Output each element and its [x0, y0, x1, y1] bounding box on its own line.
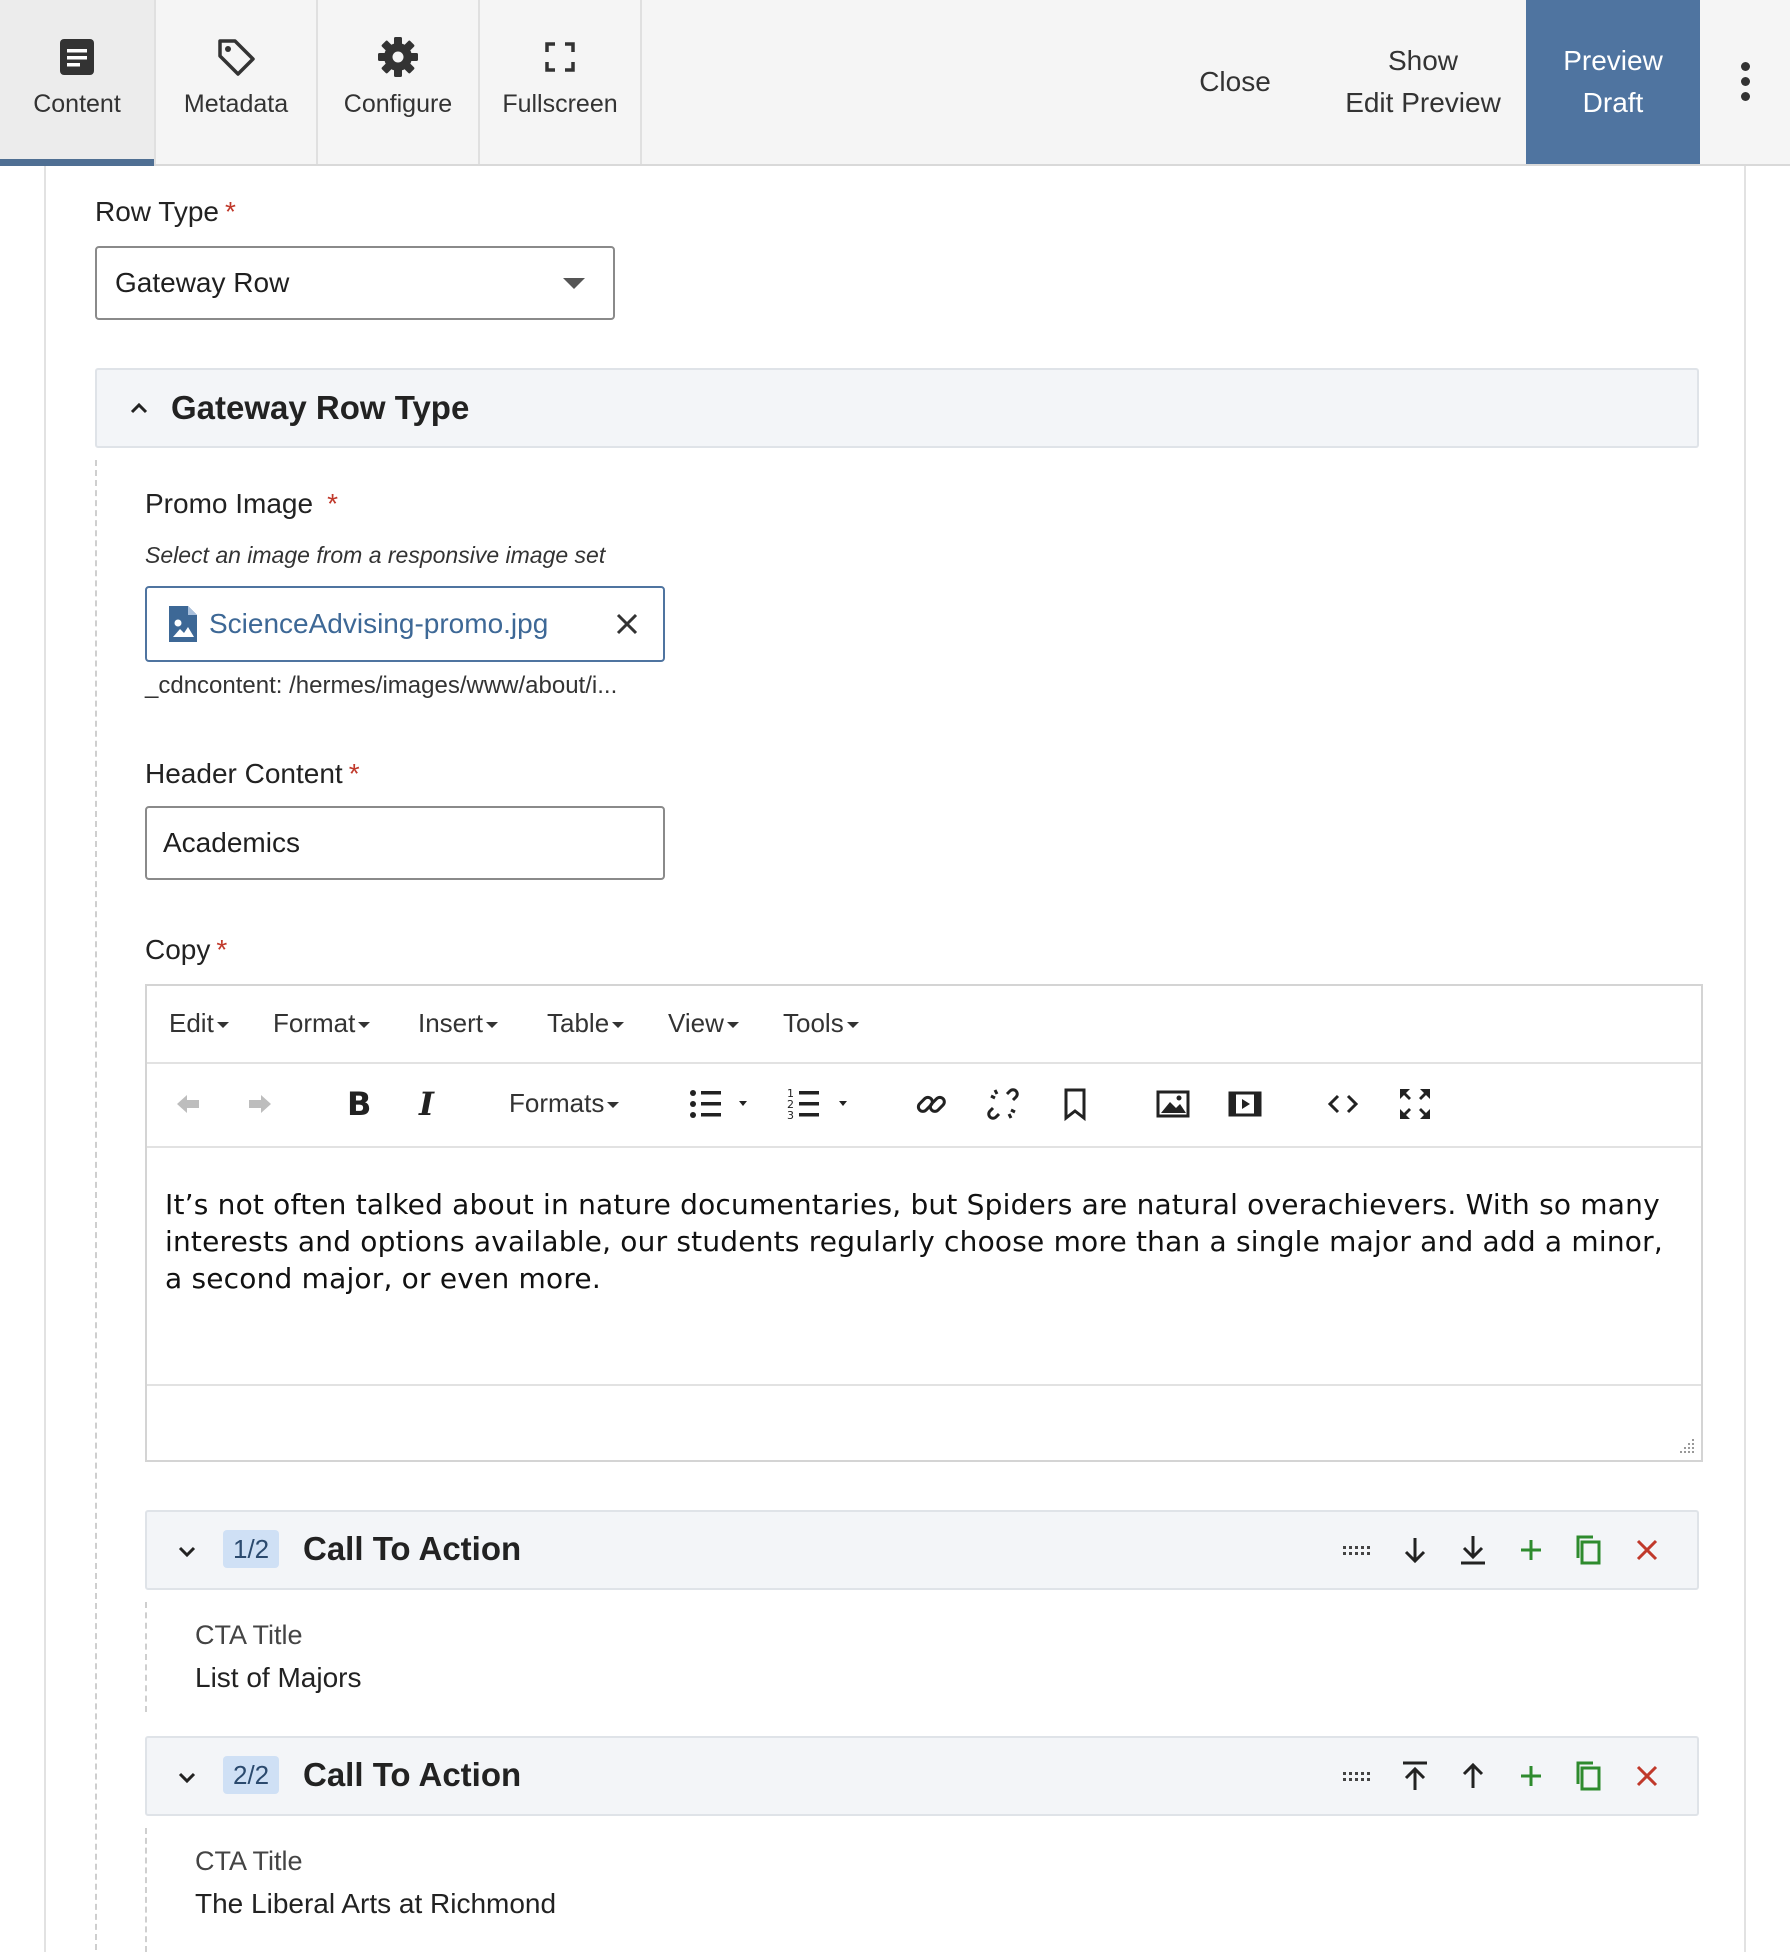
header-content-input[interactable] — [145, 806, 665, 880]
promo-image-help: Select an image from a responsive image set — [145, 542, 606, 568]
cta-title: Call To Action — [303, 1530, 522, 1567]
add-icon[interactable] — [1513, 1758, 1549, 1794]
image-file-icon — [167, 604, 199, 644]
editor-menubar — [147, 986, 1701, 1064]
cta-title-value: The Liberal Arts at Richmond — [195, 1888, 557, 1919]
cta-title-label: CTA Title — [195, 1846, 303, 1876]
close-icon[interactable] — [613, 610, 641, 638]
required-marker: * — [225, 196, 236, 227]
cta-row-header-1[interactable] — [145, 1510, 1699, 1590]
row-type-select[interactable] — [95, 246, 615, 320]
gateway-row-type-section[interactable] — [95, 368, 1699, 448]
menu-format[interactable]: Format — [273, 1008, 370, 1039]
tab-configure[interactable] — [318, 0, 480, 164]
move-to-bottom-icon[interactable] — [1455, 1532, 1491, 1568]
svg-text:I: I — [419, 1085, 434, 1123]
cta-title-value: List of Majors — [195, 1662, 362, 1693]
promo-image-picker[interactable] — [145, 586, 665, 662]
editor-statusbar — [147, 1384, 1701, 1460]
tag-icon — [215, 36, 257, 78]
header-content-value: Academics — [163, 827, 300, 858]
drag-handle-icon[interactable] — [1339, 1758, 1375, 1794]
link-icon[interactable] — [911, 1084, 951, 1124]
code-icon[interactable] — [1323, 1084, 1363, 1124]
chevron-down-icon[interactable] — [173, 1764, 201, 1792]
promo-image-label: Promo Image * — [145, 488, 338, 519]
gear-icon — [377, 36, 419, 78]
copy-label: Copy * — [145, 934, 228, 965]
cta-title: Call To Action — [303, 1756, 522, 1793]
tab-fullscreen[interactable] — [480, 0, 642, 164]
required-marker: * — [327, 488, 338, 519]
close-button-label: Close — [1199, 66, 1271, 97]
video-icon[interactable] — [1225, 1084, 1265, 1124]
add-icon[interactable] — [1513, 1532, 1549, 1568]
svg-text:B: B — [347, 1085, 372, 1123]
italic-icon[interactable] — [409, 1084, 449, 1124]
show-edit-preview-label-1: Show — [1387, 45, 1459, 76]
document-icon — [56, 36, 98, 78]
menu-tools[interactable]: Tools — [783, 1008, 859, 1039]
cta-position-badge: 1/2 — [223, 1530, 279, 1568]
remove-icon[interactable] — [1629, 1758, 1665, 1794]
cta-position-badge: 2/2 — [223, 1756, 279, 1794]
duplicate-icon[interactable] — [1571, 1758, 1607, 1794]
row-type-label: Row Type * — [95, 196, 236, 227]
tab-metadata-label: Metadata — [183, 90, 289, 118]
copy-rich-text-editor — [145, 984, 1703, 1462]
menu-view[interactable]: View — [668, 1008, 739, 1039]
section-guide — [95, 460, 97, 1952]
tab-content[interactable] — [0, 0, 156, 164]
preview-draft-label-2: Draft — [1582, 87, 1644, 118]
required-marker: * — [348, 758, 360, 789]
cta-guide-1 — [145, 1602, 147, 1712]
editor-content[interactable]: It’s not often talked about in nature documentaries, but Spiders are natural overachievers. With so many interests and options available, our students regularly choose more than a single major and add a minor, a second major, or even more. — [165, 1188, 1663, 1295]
tab-configure-label: Configure — [343, 90, 453, 118]
menu-table[interactable]: Table — [547, 1008, 624, 1039]
svg-text:2: 2 — [787, 1098, 794, 1111]
promo-image-path: _cdncontent: /hermes/images/www/about/i... — [145, 672, 618, 699]
bullet-list-icon[interactable] — [687, 1084, 757, 1124]
move-down-icon[interactable] — [1397, 1532, 1433, 1568]
preview-draft-label-1: Preview — [1563, 45, 1663, 76]
chevron-up-icon — [125, 394, 153, 422]
section-title: Gateway Row Type — [171, 389, 470, 426]
fullscreen-editor-icon[interactable] — [1395, 1084, 1435, 1124]
resize-handle-icon[interactable] — [1677, 1436, 1695, 1454]
redo-icon[interactable] — [241, 1084, 281, 1124]
menu-insert[interactable]: Insert — [418, 1008, 498, 1039]
formats-dropdown[interactable]: Formats — [509, 1088, 619, 1119]
tab-content-label: Content — [33, 90, 121, 118]
bookmark-icon[interactable] — [1055, 1084, 1095, 1124]
image-icon[interactable] — [1153, 1084, 1193, 1124]
duplicate-icon[interactable] — [1571, 1532, 1607, 1568]
promo-image-filename[interactable]: ScienceAdvising-promo.jpg — [209, 608, 549, 639]
move-up-icon[interactable] — [1455, 1758, 1491, 1794]
tab-metadata[interactable] — [156, 0, 318, 164]
fullscreen-icon — [539, 36, 581, 78]
menu-edit[interactable]: Edit — [169, 1008, 229, 1039]
header-content-label: Header Content * — [145, 758, 360, 789]
show-edit-preview-label-2: Edit Preview — [1345, 87, 1501, 118]
kebab-icon[interactable] — [1735, 62, 1755, 102]
cta-title-label: CTA Title — [195, 1620, 303, 1650]
chevron-down-icon — [563, 278, 585, 289]
show-edit-preview-button[interactable] — [1320, 0, 1526, 164]
cta-guide-2 — [145, 1828, 147, 1952]
content-panel — [44, 166, 1746, 1952]
move-to-top-icon[interactable] — [1397, 1758, 1433, 1794]
row-type-value: Gateway Row — [115, 267, 290, 298]
svg-text:3: 3 — [787, 1109, 794, 1122]
remove-icon[interactable] — [1629, 1532, 1665, 1568]
bold-icon[interactable] — [337, 1084, 377, 1124]
close-button[interactable] — [1160, 0, 1310, 164]
unlink-icon[interactable] — [983, 1084, 1023, 1124]
required-marker: * — [216, 934, 228, 965]
drag-handle-icon[interactable] — [1339, 1532, 1375, 1568]
editor-toolbar — [147, 1064, 1701, 1148]
numbered-list-icon[interactable] — [787, 1084, 857, 1124]
preview-draft-button[interactable] — [1526, 0, 1700, 164]
chevron-down-icon[interactable] — [173, 1538, 201, 1566]
top-toolbar — [0, 0, 1790, 166]
svg-text:1: 1 — [787, 1087, 794, 1100]
cta-row-header-2[interactable] — [145, 1736, 1699, 1816]
tab-fullscreen-label: Fullscreen — [502, 90, 618, 118]
undo-icon[interactable] — [167, 1084, 207, 1124]
